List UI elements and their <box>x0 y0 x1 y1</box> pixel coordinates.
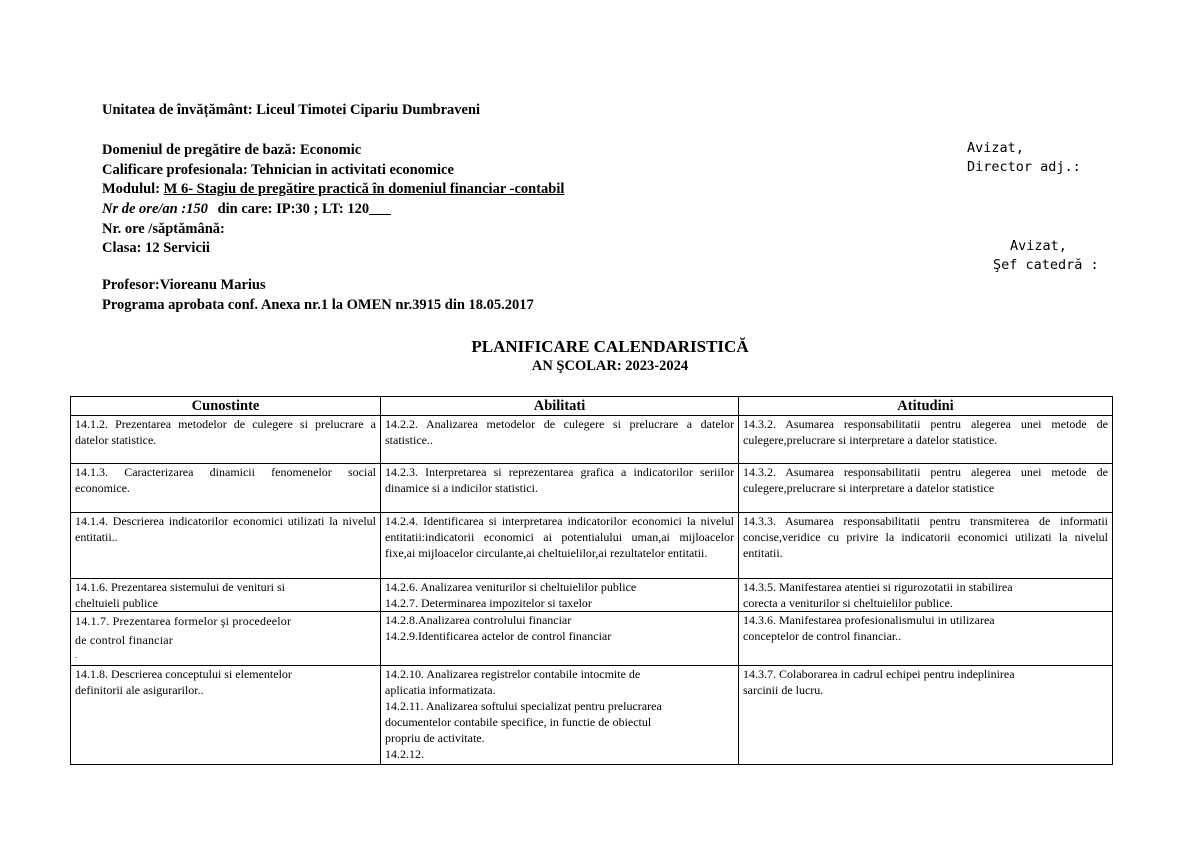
school-line <box>102 101 480 120</box>
cell-cunostinte <box>71 666 381 765</box>
table-row <box>71 666 1113 765</box>
planning-table <box>70 396 1113 765</box>
cell-line: documentelor contabile specifice, in functie de obiectul <box>385 715 652 729</box>
cell-line: corecta a veniturilor si cheltuielilor publice. <box>743 596 953 610</box>
weekly-hours-line: Nr. ore /săptămână: <box>102 221 225 237</box>
table-row <box>71 579 1113 612</box>
domain-line <box>102 141 361 160</box>
table-row <box>71 464 1113 513</box>
cell-line: . <box>75 650 78 660</box>
cell-atitudini: 14.3.2. Asumarea responsabilitatii pentru alegerea unei metode de culegere,prelucrare si interpretare a datelor statistice. <box>739 416 1113 464</box>
hours-label: Nr de ore/an :150 <box>102 201 208 217</box>
cell-line: cheltuieli publice <box>75 596 158 610</box>
module-value: M 6- Stagiu de pregătire practică în domeniul financiar -contabil <box>163 181 565 197</box>
table-header-row <box>71 397 1113 416</box>
page-title: PLANIFICARE CALENDARISTICĂ <box>471 337 749 356</box>
module-line <box>102 180 564 199</box>
teacher-line <box>102 276 266 295</box>
cell-abilitati <box>381 612 739 666</box>
cell-line: conceptelor de control financiar.. <box>743 629 902 643</box>
cell-atitudini <box>739 666 1113 765</box>
teacher-label: Profesor: <box>102 277 160 293</box>
domain-value: Economic <box>300 142 362 158</box>
cell-line: de control financiar <box>75 633 173 647</box>
cell-abilitati <box>381 666 739 765</box>
cell-line: 14.2.10. Analizarea registrelor contabile intocmite de <box>385 667 641 681</box>
chief-avizat: Avizat, <box>1010 238 1067 254</box>
cell-atitudini <box>739 579 1113 612</box>
header-atitudini: Atitudini <box>739 397 1113 416</box>
cell-line: 14.3.7. Colaborarea in cadrul echipei pentru indeplinirea <box>743 667 1015 681</box>
cell-line: 14.1.6. Prezentarea sistemului de venituri si <box>75 580 285 594</box>
cell-abilitati: 14.2.4. Identificarea si interpretarea indicatorilor economici la nivelul entitatii:indicatorii economici ai potentialului uman,ai mijloacelor fixe,ai mijloacelor circulante,ai cheltuielilor,ai rezultatelor entitatii. <box>381 513 739 579</box>
school-value: Liceul Timotei Cipariu Dumbraveni <box>256 102 481 118</box>
cell-atitudini <box>739 612 1113 666</box>
module-label: Modulul: <box>102 181 161 197</box>
cell-cunostinte: 14.1.4. Descrierea indicatorilor economici utilizati la nivelul entitatii.. <box>71 513 381 579</box>
hours-line <box>102 200 391 219</box>
school-label: Unitatea de învățământ: <box>102 102 253 118</box>
cell-abilitati: 14.2.2. Analizarea metodelor de culegere si prelucrare a datelor statistice.. <box>381 416 739 464</box>
cell-line: 14.2.8.Analizarea controlului financiar <box>385 613 572 627</box>
cell-line: 14.2.9.Identificarea actelor de control financiar <box>385 629 612 643</box>
qualification-value: Tehnician in activitati economice <box>251 162 454 178</box>
teacher-value: Vioreanu Marius <box>159 277 266 293</box>
director-title: Director adj.: <box>967 159 1081 175</box>
table-row <box>71 416 1113 464</box>
cell-cunostinte: 14.1.2. Prezentarea metodelor de culegere si prelucrare a datelor statistice. <box>71 416 381 464</box>
table-row <box>71 612 1113 666</box>
cell-line: propriu de activitate. <box>385 731 485 745</box>
cell-cunostinte <box>71 579 381 612</box>
chief-title: Şef catedră : <box>993 257 1099 273</box>
hours-breakdown: din care: IP:30 ; LT: 120___ <box>217 201 391 217</box>
class-label: Clasa: <box>102 240 142 256</box>
cell-line: 14.2.7. Determinarea impozitelor si taxelor <box>385 596 592 610</box>
cell-line: aplicatia informatizata. <box>385 683 496 697</box>
cell-line: sarcinii de lucru. <box>743 683 824 697</box>
class-value: 12 Servicii <box>145 240 210 256</box>
cell-cunostinte <box>71 612 381 666</box>
cell-atitudini: 14.3.3. Asumarea responsabilitatii pentru transmiterea de informatii concise,veridice cu privire la indicatorii economici utilizati la nivelul entitatii. <box>739 513 1113 579</box>
qualification-label: Calificare profesionala: <box>102 162 248 178</box>
cell-atitudini: 14.3.2. Asumarea responsabilitatii pentru alegerea unei metode de culegere,prelucrare si interpretare a datelor statistice <box>739 464 1113 513</box>
program-line: Programa aprobata conf. Anexa nr.1 la OMEN nr.3915 din 18.05.2017 <box>102 297 534 313</box>
table-row <box>71 513 1113 579</box>
cell-line: 14.3.6. Manifestarea profesionalismului in utilizarea <box>743 613 995 627</box>
class-line <box>102 239 210 258</box>
cell-line: 14.3.5. Manifestarea atentiei si rigurozotatii in stabilirea <box>743 580 1013 594</box>
cell-line: 14.1.8. Descrierea conceptului si elementelor <box>75 667 292 681</box>
cell-abilitati <box>381 579 739 612</box>
domain-label: Domeniul de pregătire de bază: <box>102 142 297 158</box>
header-abilitati: Abilitati <box>381 397 739 416</box>
cell-cunostinte: 14.1.3. Caracterizarea dinamicii fenomenelor social economice. <box>71 464 381 513</box>
cell-line: definitorii ale asigurarilor.. <box>75 683 204 697</box>
qualification-line <box>102 161 454 180</box>
school-year: AN ŞCOLAR: 2023-2024 <box>531 358 689 374</box>
cell-abilitati: 14.2.3. Interpretarea si reprezentarea grafica a indicatorilor seriilor dinamice si a indicilor statistici. <box>381 464 739 513</box>
cell-line: 14.2.12. <box>385 747 424 761</box>
cell-line: 14.2.11. Analizarea softului specializat pentru prelucrarea <box>385 699 662 713</box>
director-avizat: Avizat, <box>967 140 1024 156</box>
cell-line: 14.1.7. Prezentarea formelor şi procedeelor <box>75 614 292 628</box>
cell-line: 14.2.6. Analizarea veniturilor si cheltuielilor publice <box>385 580 637 594</box>
header-cunostinte: Cunostinte <box>71 397 381 416</box>
